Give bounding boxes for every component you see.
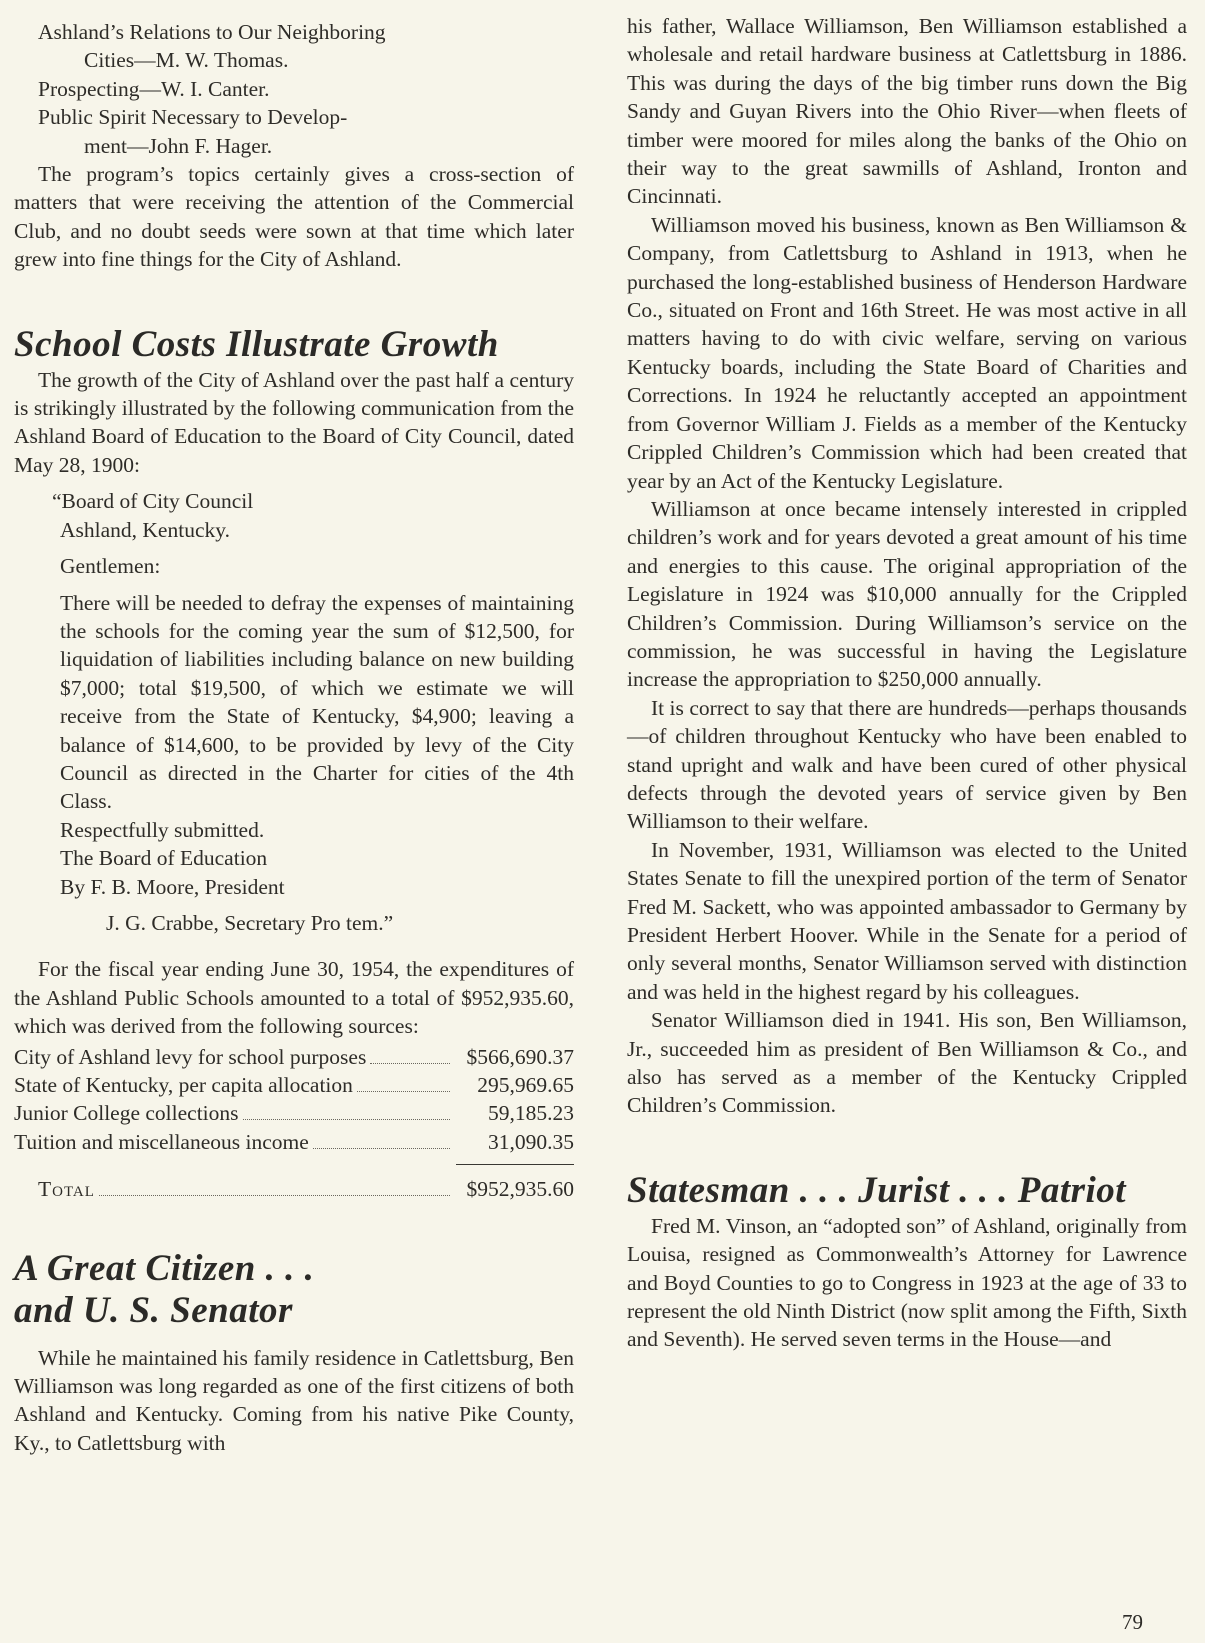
dot-leader <box>313 1148 450 1149</box>
dot-leader <box>357 1091 450 1092</box>
program-list <box>14 18 574 160</box>
section-heading-statesman: Statesman . . . Jurist . . . Patriot <box>627 1169 1127 1211</box>
letter-signer: The Board of Education <box>60 846 268 871</box>
paragraph: In November, 1931, Williamson was elected to the United States Senate to fill the unexpired portion of the term of Senator Fred M. Sackett, who was appointed ambassador to Germany by President Herbert Hoover. While in the Senate for a period of only several months, Senator Williamson served with distinction and was held in the highest regard by his colleagues. <box>627 837 1187 1004</box>
quoted-letter <box>14 487 574 937</box>
program-item: Prospecting—W. I. Canter. <box>38 76 270 101</box>
revenue-sources-table <box>14 1043 574 1204</box>
program-summary: The program’s topics certainly gives a cross-section of matters that were receiving the attention of the Commercial Club, and no doubt seeds were sown at that time which later grew into fine things for the City of Ashland. <box>14 162 574 272</box>
table-row: Junior College collections 59,185.23 <box>14 1101 574 1126</box>
paragraph: Williamson at once became intensely interested in crippled children’s work and for years devoted a great amount of his time and energies to this cause. The original appropriation of the Legislature in 1924 was $10,000 annually for the Crippled Children’s Commission. During Williamson’s service on the commission, he was successful in having the Legislature increase the appropriation to $250,000 annually. <box>627 496 1187 692</box>
letter-address-line: Ashland, Kentucky. <box>60 517 230 542</box>
program-item: Public Spirit Necessary to Develop- ment—John F. Hager. <box>38 105 348 158</box>
letter-address-line: “Board of City Council <box>52 489 254 514</box>
program-item: Ashland’s Relations to Our Neighboring Cities—M. W. Thomas. <box>38 20 386 73</box>
dot-leader <box>99 1195 450 1196</box>
dot-leader <box>370 1063 450 1064</box>
school-costs-intro: The growth of the City of Ashland over the past half a century is strikingly illustrated by the following communication from the Ashland Board of Education to the Board of City Council, dated May 28, 1900: <box>14 367 574 477</box>
great-citizen-paragraph: While he maintained his family residence in Catlettsburg, Ben Williamson was long regarded as one of the first citizens of both Ashland and Kentucky. Coming from his native Pike County, Ky., to Catlettsburg with <box>14 1345 574 1455</box>
paragraph: It is correct to say that there are hundreds—perhaps thousands—of children throughout Kentucky who have been enabled to stand upright and walk and have been cured of other physical defects through the devoted years of service given by Ben Williamson to their welfare. <box>627 695 1187 834</box>
page-number: 79 <box>1122 1610 1143 1634</box>
paragraph: Williamson moved his business, known as Ben Williamson & Company, from Catlettsburg to Ashland in 1913, when he purchased the long-established business of Henderson Hardware Co., situated on Front and 16th Street. He was most active in all matters having to do with civic welfare, serving on various Kentucky boards, including the State Board of Charities and Corrections. In 1924 he reluctantly accepted an appointment from Governor William J. Fields as a member of the Kentucky Crippled Children’s Commission which had been created that year by an Act of the Kentucky Legislature. <box>627 212 1187 493</box>
letter-closing: Respectfully submitted. <box>60 817 265 842</box>
paragraph: Senator Williamson died in 1941. His son, Ben Williamson, Jr., succeeded him as president of Ben Williamson & Co., and also has served as a member of the Kentucky Crippled Children’s Commission. <box>627 1008 1187 1118</box>
sum-rule <box>456 1164 574 1165</box>
section-heading-school-costs: School Costs Illustrate Growth <box>14 323 499 365</box>
fiscal-paragraph: For the fiscal year ending June 30, 1954, the expenditures of the Ashland Public Schools amounted to a total of $952,935.60, which was derived from the following sources: <box>14 957 574 1039</box>
table-row: Tuition and miscellaneous income 31,090.35 <box>14 1129 574 1154</box>
section-heading-great-citizen: A Great Citizen . . . and U. S. Senator <box>14 1247 315 1331</box>
table-row: City of Ashland levy for school purposes $566,690.37 <box>14 1044 574 1069</box>
left-column <box>14 18 574 1457</box>
paragraph: his father, Wallace Williamson, Ben Williamson established a wholesale and retail hardware business at Catlettsburg in 1886. This was during the days of the big timber runs down the Big Sandy and Guyan Rivers into the Ohio River—when fleets of timber were moored for miles along the banks of the Ohio on their way to the great sawmills of Ashland, Ironton and Cincinnati. <box>627 14 1187 209</box>
table-row: State of Kentucky, per capita allocation 295,969.65 <box>14 1073 574 1097</box>
letter-signer: By F. B. Moore, President <box>60 874 285 899</box>
letter-body: There will be needed to defray the expenses of maintaining the schools for the coming year the sum of $12,500, for liquidation of liabilities including balance on new building $7,000; total $19,500, of which we estimate we will receive from the State of Kentucky, $4,900; leaving a balance of $14,600, to be provided by levy of the City Council as directed in the Charter for cities of the 4th Class. <box>60 590 574 814</box>
dot-leader <box>243 1119 450 1120</box>
right-column <box>627 12 1187 1354</box>
letter-signer: J. G. Crabbe, Secretary Pro tem.” <box>106 910 394 935</box>
table-total-row: Total $952,935.60 <box>38 1177 574 1202</box>
statesman-paragraph: Fred M. Vinson, an “adopted son” of Ashland, originally from Louisa, resigned as Commonwealth’s Attorney for Lawrence and Boyd Counties to go to Congress in 1923 at the age of 33 to represent the old Ninth District (now split among the Fifth, Sixth and Seventh). He served seven terms in the House—and <box>627 1213 1187 1352</box>
letter-salutation: Gentlemen: <box>60 554 161 579</box>
